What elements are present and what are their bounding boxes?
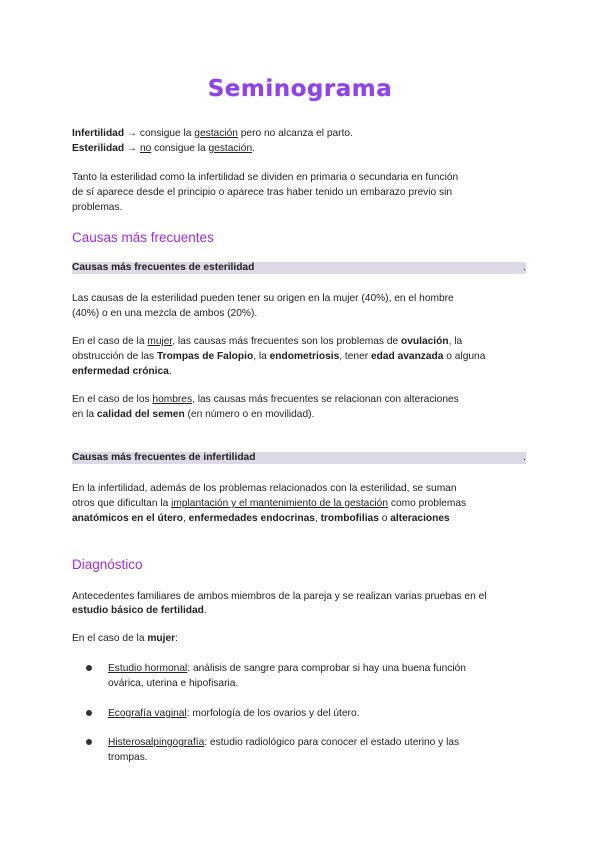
definition-text: pero no alcanza el parto. xyxy=(237,128,353,139)
intro-line: problemas. xyxy=(72,202,123,213)
bold-word: anatómicos en el útero xyxy=(72,513,183,524)
bullet-icon xyxy=(86,665,92,671)
bold-word: edad avanzada xyxy=(370,351,444,362)
list-item xyxy=(108,735,528,750)
list-item-continuation: trompas. xyxy=(108,752,148,763)
paragraph-line xyxy=(72,349,532,364)
bold-word: estudio básico de fertilidad xyxy=(72,605,204,616)
text: (en número o en movilidad). xyxy=(184,409,315,420)
bold-word: Trompas de Falopio xyxy=(156,351,254,362)
text: , la xyxy=(448,336,463,347)
text: . xyxy=(203,605,207,616)
definition-text: . xyxy=(252,143,255,154)
bullet-icon xyxy=(86,739,92,745)
text: , xyxy=(182,513,189,524)
definition-esterilidad xyxy=(72,141,532,156)
paragraph-line: En la infertilidad, además de los problemas relacionados con la esterilidad, se suman xyxy=(72,483,457,494)
list-item-term: Histerosalpingografía xyxy=(108,737,205,748)
list-item-term: Estudio hormonal xyxy=(108,663,188,674)
paragraph-line xyxy=(72,603,532,618)
text: , xyxy=(314,513,321,524)
subheading-bar-infertilidad xyxy=(72,452,526,464)
definition-text: → consigue la xyxy=(124,128,195,139)
definition-text: consigue la xyxy=(151,143,209,154)
paragraph-line xyxy=(72,511,532,526)
bold-word: alteraciones xyxy=(390,513,450,524)
subheading-text: Causas más frecuentes de esterilidad xyxy=(72,262,255,273)
underlined-word: implantación y el mantenimiento de la gestación xyxy=(171,498,389,509)
paragraph-line xyxy=(72,334,532,349)
list-item-desc: : estudio radiológico para conocer el estado uterino y las xyxy=(204,737,460,748)
underlined-word: hombres xyxy=(152,394,193,405)
list-item-desc: : análisis de sangre para comprobar si hay una buena función xyxy=(187,663,466,674)
list-item xyxy=(108,661,528,676)
definition-text: → xyxy=(124,143,140,154)
text: o xyxy=(378,513,391,524)
paragraph-line xyxy=(72,407,532,422)
text: obstrucción de las xyxy=(72,351,157,362)
paragraph-line xyxy=(72,392,532,407)
section-heading-causas: Causas más frecuentes xyxy=(72,230,214,245)
subheading-bar-esterilidad xyxy=(72,262,526,274)
bold-word: calidad del semen xyxy=(96,409,185,420)
text: o alguna xyxy=(443,351,486,362)
text: , las causas más frecuentes son los problemas de xyxy=(172,336,402,347)
text: , tener xyxy=(339,351,371,362)
bold-word: enfermedad crónica xyxy=(72,366,169,377)
underlined-word: gestación xyxy=(208,143,253,154)
text: en la xyxy=(72,409,97,420)
list-item-continuation: ovárica, uterina e hipofisaria. xyxy=(108,678,239,689)
text: En el caso de la xyxy=(72,633,148,644)
definition-infertilidad xyxy=(72,126,532,141)
bar-dot: . xyxy=(523,262,526,273)
text: otros que dificultan la xyxy=(72,498,172,509)
underlined-word: gestación xyxy=(194,128,238,139)
text: . xyxy=(168,366,172,377)
bold-word: trombofilias xyxy=(320,513,379,524)
text: En el caso de la xyxy=(72,336,148,347)
intro-line: de sí aparece desde el principio o aparece tras haber tenido un embarazo previo sin xyxy=(72,187,453,198)
list-item xyxy=(108,706,528,721)
bold-word: ovulación xyxy=(401,336,449,347)
text: como problemas xyxy=(388,498,467,509)
text: : xyxy=(175,633,178,644)
text: , la xyxy=(253,351,270,362)
section-heading-diagnostico: Diagnóstico xyxy=(72,557,143,572)
term-esterilidad: Esterilidad xyxy=(72,143,125,154)
bold-word: endometriosis xyxy=(269,351,340,362)
bar-dot: . xyxy=(523,452,526,463)
paragraph-line xyxy=(72,631,532,646)
paragraph-line: Antecedentes familiares de ambos miembros de la pareja y se realizan varias pruebas en el xyxy=(72,591,487,602)
bold-word: mujer xyxy=(147,633,176,644)
bold-word: enfermedades endocrinas xyxy=(188,513,315,524)
paragraph-line xyxy=(72,364,532,379)
subheading-text: Causas más frecuentes de infertilidad xyxy=(72,452,256,463)
list-item-term: Ecografía vaginal xyxy=(108,708,187,719)
underlined-word: no xyxy=(139,143,152,154)
paragraph-line: Las causas de la esterilidad pueden tener su origen en la mujer (40%), en el hombre xyxy=(72,293,454,304)
list-item-desc: : morfología de los ovarios y del útero. xyxy=(186,708,360,719)
text: En el caso de los xyxy=(72,394,153,405)
text: , las causas más frecuentes se relacionan con alteraciones xyxy=(192,394,459,405)
term-infertilidad: Infertilidad xyxy=(72,128,125,139)
intro-line: Tanto la esterilidad como la infertilidad se dividen en primaria o secundaria en función xyxy=(72,172,459,183)
page-title: Seminograma xyxy=(207,76,393,102)
paragraph-line xyxy=(72,496,532,511)
bullet-icon xyxy=(86,710,92,716)
underlined-word: mujer xyxy=(147,336,173,347)
paragraph-line: (40%) o en una mezcla de ambos (20%). xyxy=(72,308,258,319)
